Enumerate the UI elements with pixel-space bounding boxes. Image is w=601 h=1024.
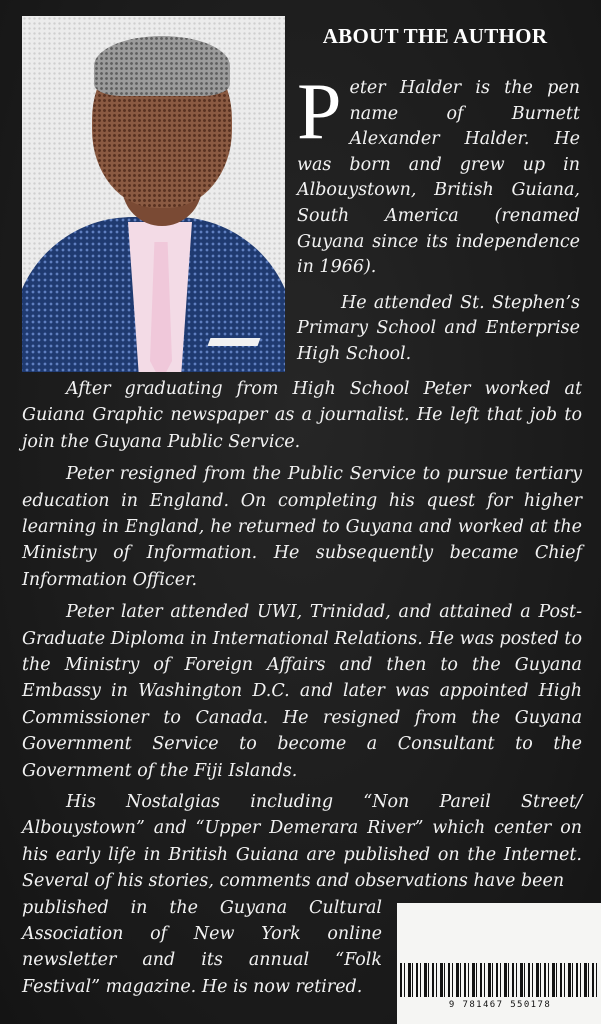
isbn-digits: 9 781467 550178 [448, 1000, 552, 1010]
schooling-text: He attended St. Stephen’s Primary School and Enterprise High School. [297, 292, 580, 364]
drop-cap: P [297, 68, 342, 156]
paragraph-career: After graduating from High School Peter worked at Guiana Graphic newspaper as a journalist. He left that job to join the Guyana Public Service. [22, 379, 582, 452]
publications-text-narrow: published in the Guyana Cultural Association of New York online newsletter and its annual “Folk Festival” magazine. He is now retired. [22, 897, 382, 997]
section-heading: ABOUT THE AUTHOR [322, 24, 548, 48]
publications-text-wide: His Nostalgias including “Non Pareil Street/ Albouystown” and “Upper Demerara River” which center on his early life in British Guiana are published on the Internet. Several of his stories, comments and observations have been [22, 792, 582, 892]
intro-text: eter Halder is the pen name of Burnett Alexander Halder. He was born and grew up in Albouystown, British Guiana, South America (renamed Guyana since its independence in 1966). [297, 78, 580, 278]
author-photo [22, 16, 285, 372]
barcode-icon [400, 963, 600, 997]
biography-body [22, 376, 582, 790]
paragraph-diplomacy: Peter later attended UWI, Trinidad, and attained a Post-Graduate Diploma in International Relations. He was posted to the Ministry of Foreign Affairs and then to the Guyana Embassy in Washington D.C. and later was appointed High Commissioner to Canada. He resigned from the Guyana Government Service to become a Consultant to the Government of the Fiji Islands. [22, 602, 582, 781]
intro-column [297, 68, 580, 368]
paragraph-education: Peter resigned from the Public Service to pursue tertiary education in England. On completing his quest for higher learning in England, he returned to Guyana and worked at the Ministry of Information. He subsequently became Chief Information Officer. [22, 464, 582, 590]
